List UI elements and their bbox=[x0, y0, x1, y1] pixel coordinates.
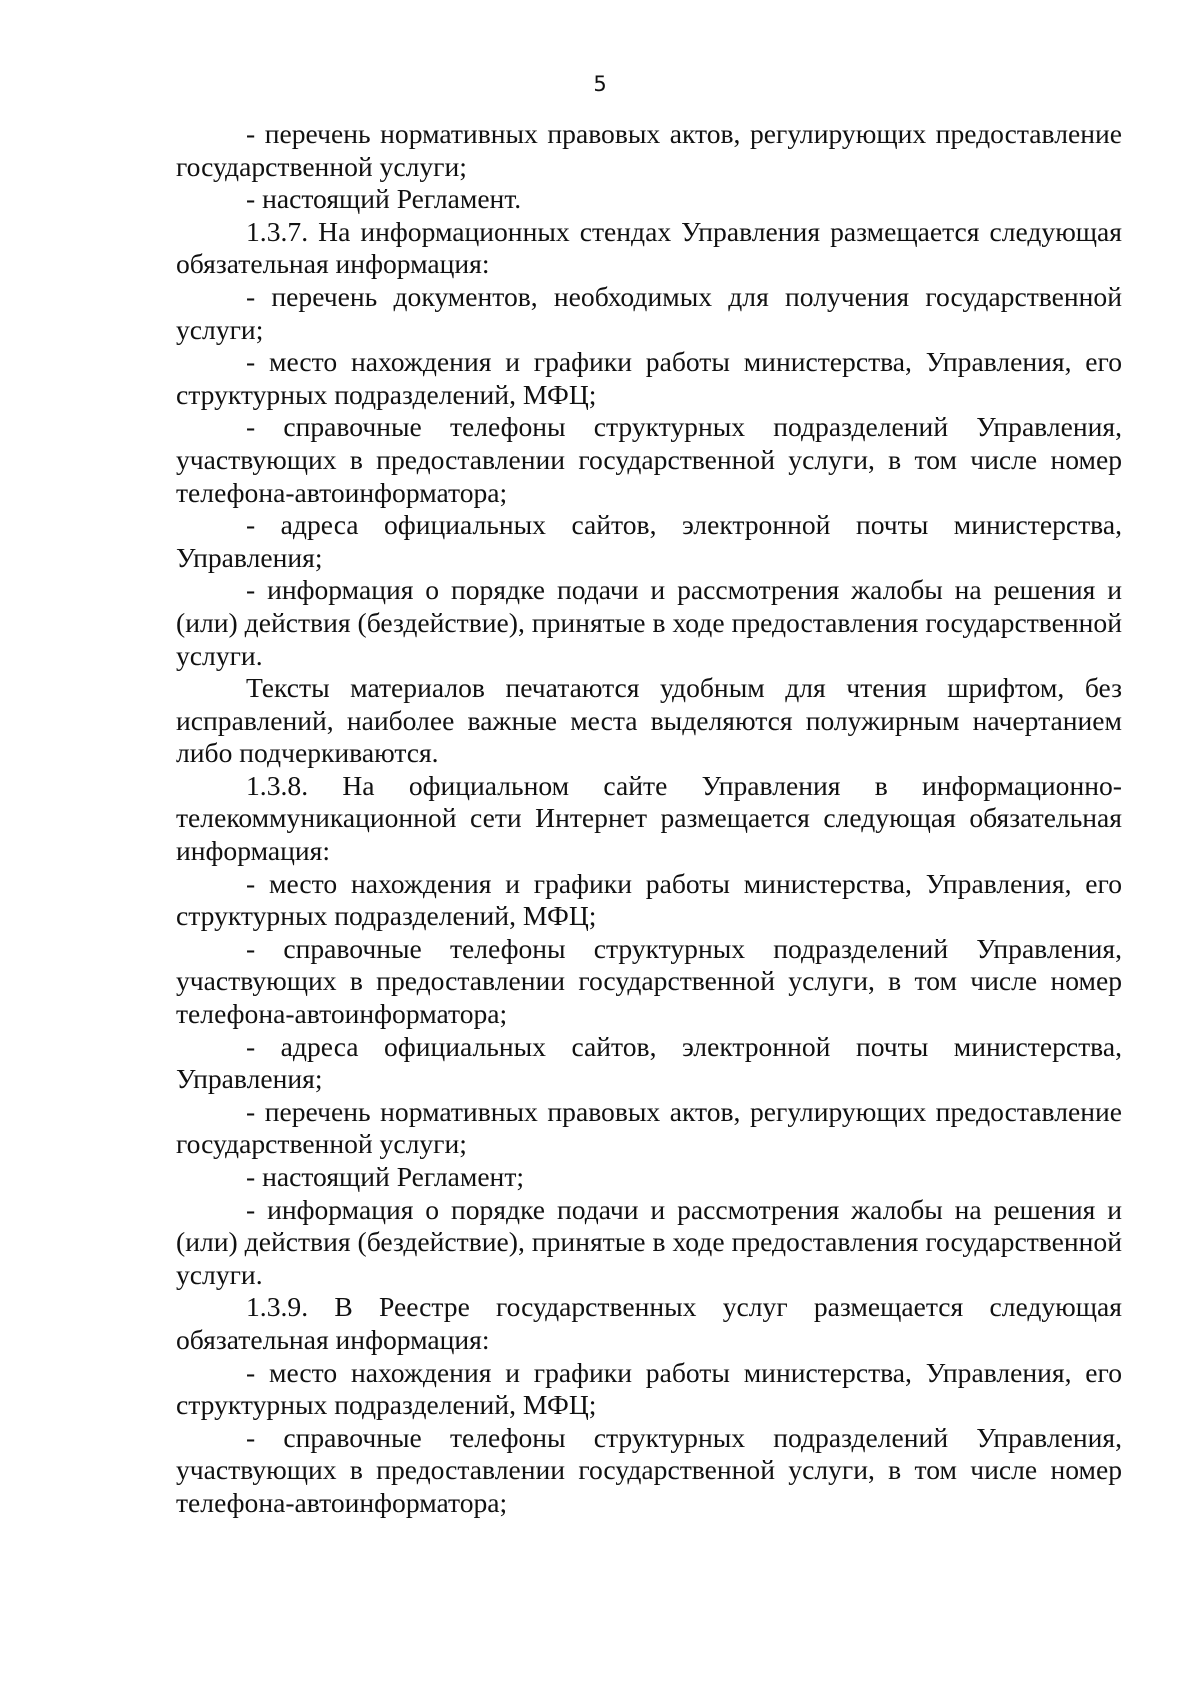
paragraph-materials-note: Тексты материалов печатаются удобным для чтения шрифтом, без исправлений, наиболее важные места выделяются полужирным начертанием либо подчеркиваются. bbox=[176, 672, 1122, 769]
paragraph-list-item-documents: - перечень документов, необходимых для получения государственной услуги; bbox=[176, 280, 1122, 345]
paragraph-list-item-location: - место нахождения и графики работы министерства, Управления, его структурных подразделений, МФЦ; bbox=[176, 1356, 1122, 1421]
paragraph-list-item-websites: - адреса официальных сайтов, электронной почты министерства, Управления; bbox=[176, 1030, 1122, 1095]
paragraph-list-item-websites: - адреса официальных сайтов, электронной почты министерства, Управления; bbox=[176, 509, 1122, 573]
paragraph-list-item-phones: - справочные телефоны структурных подразделений Управления, участвующих в предоставлении государственной услуги, в том числе номер телефона-автоинформатора; bbox=[176, 1421, 1122, 1518]
paragraph-list-item-location: - место нахождения и графики работы министерства, Управления, его структурных подразделений, МФЦ; bbox=[176, 867, 1122, 932]
paragraph-list-item-complaints: - информация о порядке подачи и рассмотрения жалобы на решения и (или) действия (бездействие), принятые в ходе предоставления государственной услуги. bbox=[176, 574, 1122, 671]
paragraph-section-1-3-7: 1.3.7. На информационных стендах Управления размещается следующая обязательная информация: bbox=[176, 215, 1122, 280]
paragraph-list-item-phones: - справочные телефоны структурных подразделений Управления, участвующих в предоставлении государственной услуги, в том числе номер телефона-автоинформатора; bbox=[176, 411, 1122, 508]
paragraph-list-item-location: - место нахождения и графики работы министерства, Управления, его структурных подразделений, МФЦ; bbox=[176, 346, 1122, 410]
paragraph-list-item-regulation: - настоящий Регламент. bbox=[246, 183, 522, 215]
page-number: 5 bbox=[593, 72, 607, 96]
paragraph-list-item-phones: - справочные телефоны структурных подразделений Управления, участвующих в предоставлении государственной услуги, в том числе номер телефона-автоинформатора; bbox=[176, 932, 1122, 1030]
document-body bbox=[176, 118, 1122, 1520]
paragraph-section-1-3-8: 1.3.8. На официальном сайте Управления в информационно-телекоммуникационной сети Интернет размещается следующая обязательная информация: bbox=[176, 769, 1122, 867]
paragraph-list-item-regulation: - настоящий Регламент; bbox=[246, 1161, 525, 1192]
paragraph-list-item-complaints: - информация о порядке подачи и рассмотрения жалобы на решения и (или) действия (бездействие), принятые в ходе предоставления государственной услуги. bbox=[176, 1193, 1122, 1290]
paragraph-section-1-3-9: 1.3.9. В Реестре государственных услуг размещается следующая обязательная информация: bbox=[176, 1291, 1122, 1355]
paragraph-list-item-acts: - перечень нормативных правовых актов, регулирующих предоставление государственной услуги; bbox=[176, 1095, 1122, 1160]
paragraph-list-item-acts: - перечень нормативных правовых актов, регулирующих предоставление государственной услуги; bbox=[176, 118, 1122, 182]
